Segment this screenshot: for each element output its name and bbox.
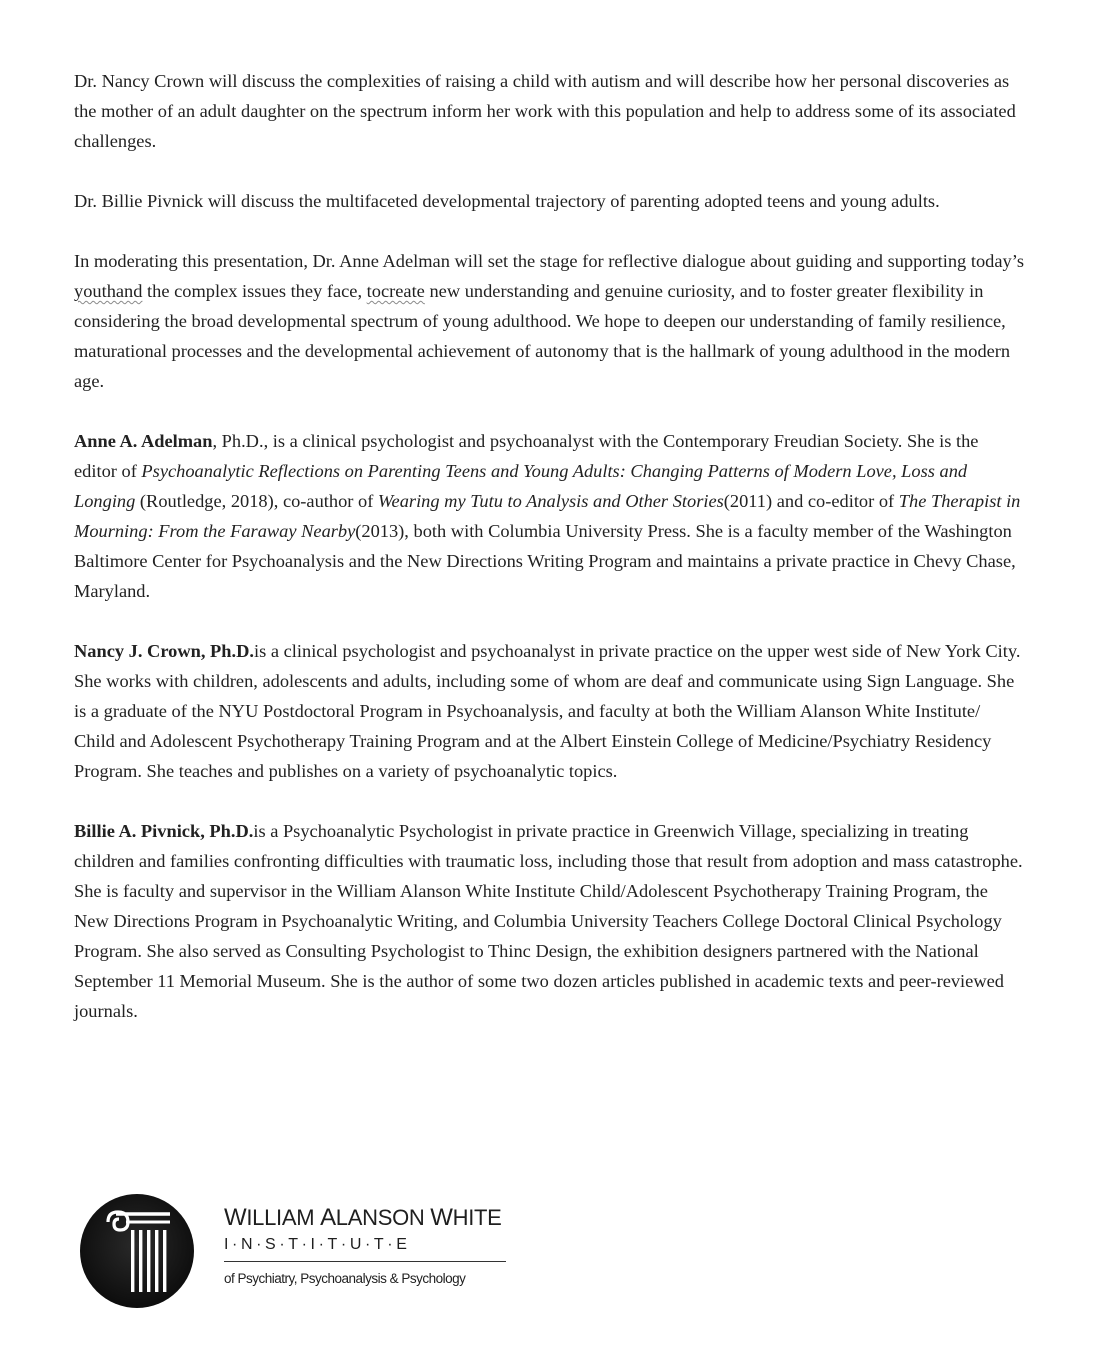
logo-divider xyxy=(224,1261,506,1262)
ionic-column-icon xyxy=(78,1192,196,1310)
paragraph-pivnick-intro: Dr. Billie Pivnick will discuss the multifaceted developmental trajectory of parenting adopted teens and young adults. xyxy=(74,191,940,211)
logo-name-hite: HITE xyxy=(452,1205,502,1230)
paragraph-moderator xyxy=(74,246,1024,396)
bio-adelman-book-2: Wearing my Tutu to Analysis and Other Stories xyxy=(377,491,724,511)
paragraph-crown-intro: Dr. Nancy Crown will discuss the complexities of raising a child with autism and will describe how her personal discoveries as the mother of an adult daughter on the spectrum inform her work with this population and help to address some of its associated challenges. xyxy=(74,71,1016,151)
bio-crown xyxy=(74,636,1024,786)
spelling-error-tocreate: tocreate xyxy=(366,281,425,301)
logo-institute-word: I·N·S·T·I·T·U·T·E xyxy=(224,1236,411,1253)
bio-adelman-text-4: (2013), both with Columbia University Press. She is a faculty member of the Washington Baltimore Center for Psychoanalysis and the New Directions Writing Program and maintains a private practice in Chevy Chase, Maryland. xyxy=(74,521,1016,601)
document-body xyxy=(74,66,1024,1056)
logo-name-cap-w: W xyxy=(224,1204,247,1231)
logo-name-cap-w2: W xyxy=(430,1204,453,1231)
moderator-text-e: new understanding and genuine curiosity, and to foster greater flexibility in considering the broad developmental spectrum of young adulthood. We hope to deepen our understanding of family resilience, maturational processes and the developmental achievement of autonomy that is the hallmark of young adulthood in the modern age. xyxy=(74,281,1011,391)
bio-crown-name: Nancy J. Crown, Ph.D. xyxy=(74,641,254,661)
bio-adelman-text-3: (2011) and co-editor of xyxy=(723,491,899,511)
logo-name-lanson: LANSON xyxy=(335,1205,431,1230)
moderator-text-c: the complex issues they face, xyxy=(142,281,367,301)
logo-name-illiam: ILLIAM xyxy=(246,1205,321,1230)
bio-adelman-name: Anne A. Adelman xyxy=(74,431,213,451)
bio-adelman-book-3: The Therapist in Mourning: From the Faraway Nearby xyxy=(74,491,1021,541)
bio-adelman xyxy=(74,426,1024,606)
logo-institute-name xyxy=(224,1204,524,1232)
bio-pivnick-text: is a Psychoanalytic Psychologist in private practice in Greenwich Village, specializing in treating children and families confronting difficulties with traumatic loss, including those that result from adoption and mass catastrophe. She is faculty and supervisor in the William Alanson White Institute Child/Adolescent Psychotherapy Training Program, the New Directions Program in Psychoanalytic Writing, and Columbia University Teachers College Doctoral Clinical Psychology Program. She also served as Consulting Psychologist to Thinc Design, the exhibition designers partnered with the National September 11 Memorial Museum. She is the author of some two dozen articles published in academic texts and peer-reviewed journals. xyxy=(74,821,1023,1021)
moderator-text-a: In moderating this presentation, Dr. Anne Adelman will set the stage for reflective dialogue about guiding and supporting today’s xyxy=(74,251,1024,271)
bio-adelman-text-1: , Ph.D., is a clinical psychologist and psychoanalyst with the Contemporary Freudian Society. She is the editor of xyxy=(74,431,979,481)
spelling-error-youthand: youthand xyxy=(74,281,143,301)
logo-name-cap-a: A xyxy=(320,1204,336,1231)
bio-adelman-text-2: (Routledge, 2018), co-author of xyxy=(135,491,378,511)
logo-wordmark xyxy=(224,1204,524,1288)
institute-logo xyxy=(78,1190,518,1310)
bio-adelman-book-1: Psychoanalytic Reflections on Parenting Teens and Young Adults: Changing Patterns of Modern Love, Loss and Longing xyxy=(74,461,968,511)
bio-crown-text: is a clinical psychologist and psychoanalyst in private practice on the upper west side of New York City. She works with children, adolescents and adults, including some of whom are deaf and communicate using Sign Language. She is a graduate of the NYU Postdoctoral Program in Psychoanalysis, and faculty at both the William Alanson White Institute/ Child and Adolescent Psychotherapy Training Program and at the Albert Einstein College of Medicine/Psychiatry Residency Program. She teaches and publishes on a variety of psychoanalytic topics. xyxy=(74,641,1021,781)
bio-pivnick-name: Billie A. Pivnick, Ph.D. xyxy=(74,821,254,841)
logo-subtitle: of Psychiatry, Psychoanalysis & Psychology xyxy=(224,1271,466,1286)
bio-pivnick xyxy=(74,816,1024,1026)
